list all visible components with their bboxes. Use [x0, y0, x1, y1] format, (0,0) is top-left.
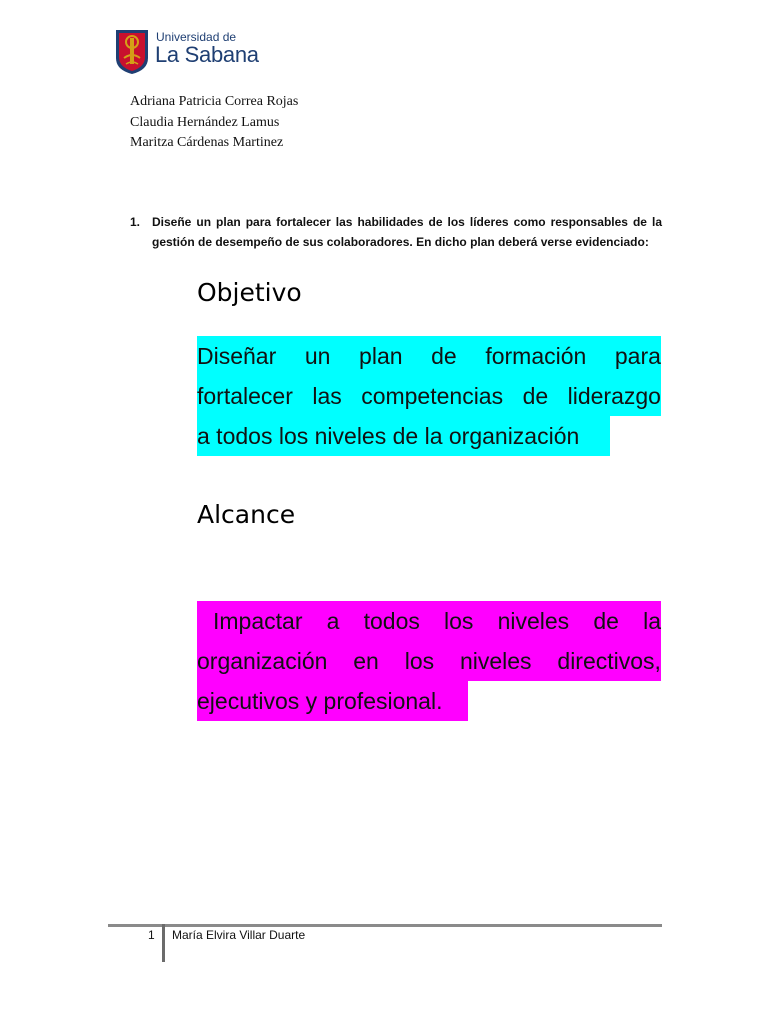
text-word: Impactar: [213, 608, 303, 634]
text-word: en: [353, 648, 379, 674]
text-word: competencias: [361, 383, 504, 409]
text-line: [197, 601, 661, 641]
text-word: de: [593, 608, 619, 634]
text-word: ejecutivos y profesional.: [197, 688, 443, 714]
page-number: 1: [148, 928, 155, 942]
text-word: la: [643, 608, 661, 634]
question-number: 1.: [130, 215, 141, 229]
objetivo-text: [197, 336, 661, 456]
text-word: organización: [197, 648, 328, 674]
text-line: [197, 376, 661, 416]
alcance-heading: Alcance: [197, 500, 296, 529]
text-word: un: [304, 343, 331, 369]
text-word: a todos los niveles de la organización: [197, 423, 580, 449]
logo-line-1: Universidad de: [156, 30, 237, 44]
text-word: a: [326, 608, 340, 634]
text-word: fortalecer: [197, 383, 293, 409]
alcance-text: [197, 601, 661, 721]
footer-author: María Elvira Villar Duarte: [172, 928, 306, 942]
university-shield-icon: [114, 28, 150, 76]
text-word: las: [312, 383, 342, 409]
footer-vertical-divider: [162, 924, 165, 962]
author-name: Claudia Hernández Lamus: [130, 114, 280, 130]
university-logo: [114, 28, 259, 78]
author-name: Adriana Patricia Correa Rojas: [130, 94, 299, 109]
text-word: liderazgo: [567, 383, 661, 409]
text-line: [197, 416, 610, 456]
text-word: para: [614, 343, 661, 369]
logo-line-2: La Sabana: [155, 42, 259, 67]
text-line: [197, 336, 661, 376]
text-line: [197, 641, 661, 681]
text-word: Diseñar: [197, 343, 277, 369]
text-word: niveles: [459, 648, 532, 674]
text-word: todos: [363, 608, 420, 634]
text-word: los: [404, 648, 435, 674]
author-name: Maritza Cárdenas Martinez: [130, 135, 284, 150]
text-word: los: [444, 608, 474, 634]
text-word: plan: [359, 343, 403, 369]
text-word: niveles: [497, 608, 570, 634]
author-list: [130, 92, 298, 154]
objetivo-heading: Objetivo: [197, 278, 302, 307]
footer-divider: [108, 924, 662, 927]
question-item: [130, 212, 662, 252]
text-line: [197, 681, 468, 721]
text-word: de: [431, 343, 457, 369]
question-text: Diseñe un plan para fortalecer las habilidades de los líderes como responsables de la gestión de desempeño de sus colaboradores. En dicho plan deberá verse evidenciado:: [152, 215, 662, 249]
text-word: directivos,: [557, 648, 661, 674]
text-word: de: [522, 383, 549, 409]
text-word: formación: [485, 343, 587, 369]
